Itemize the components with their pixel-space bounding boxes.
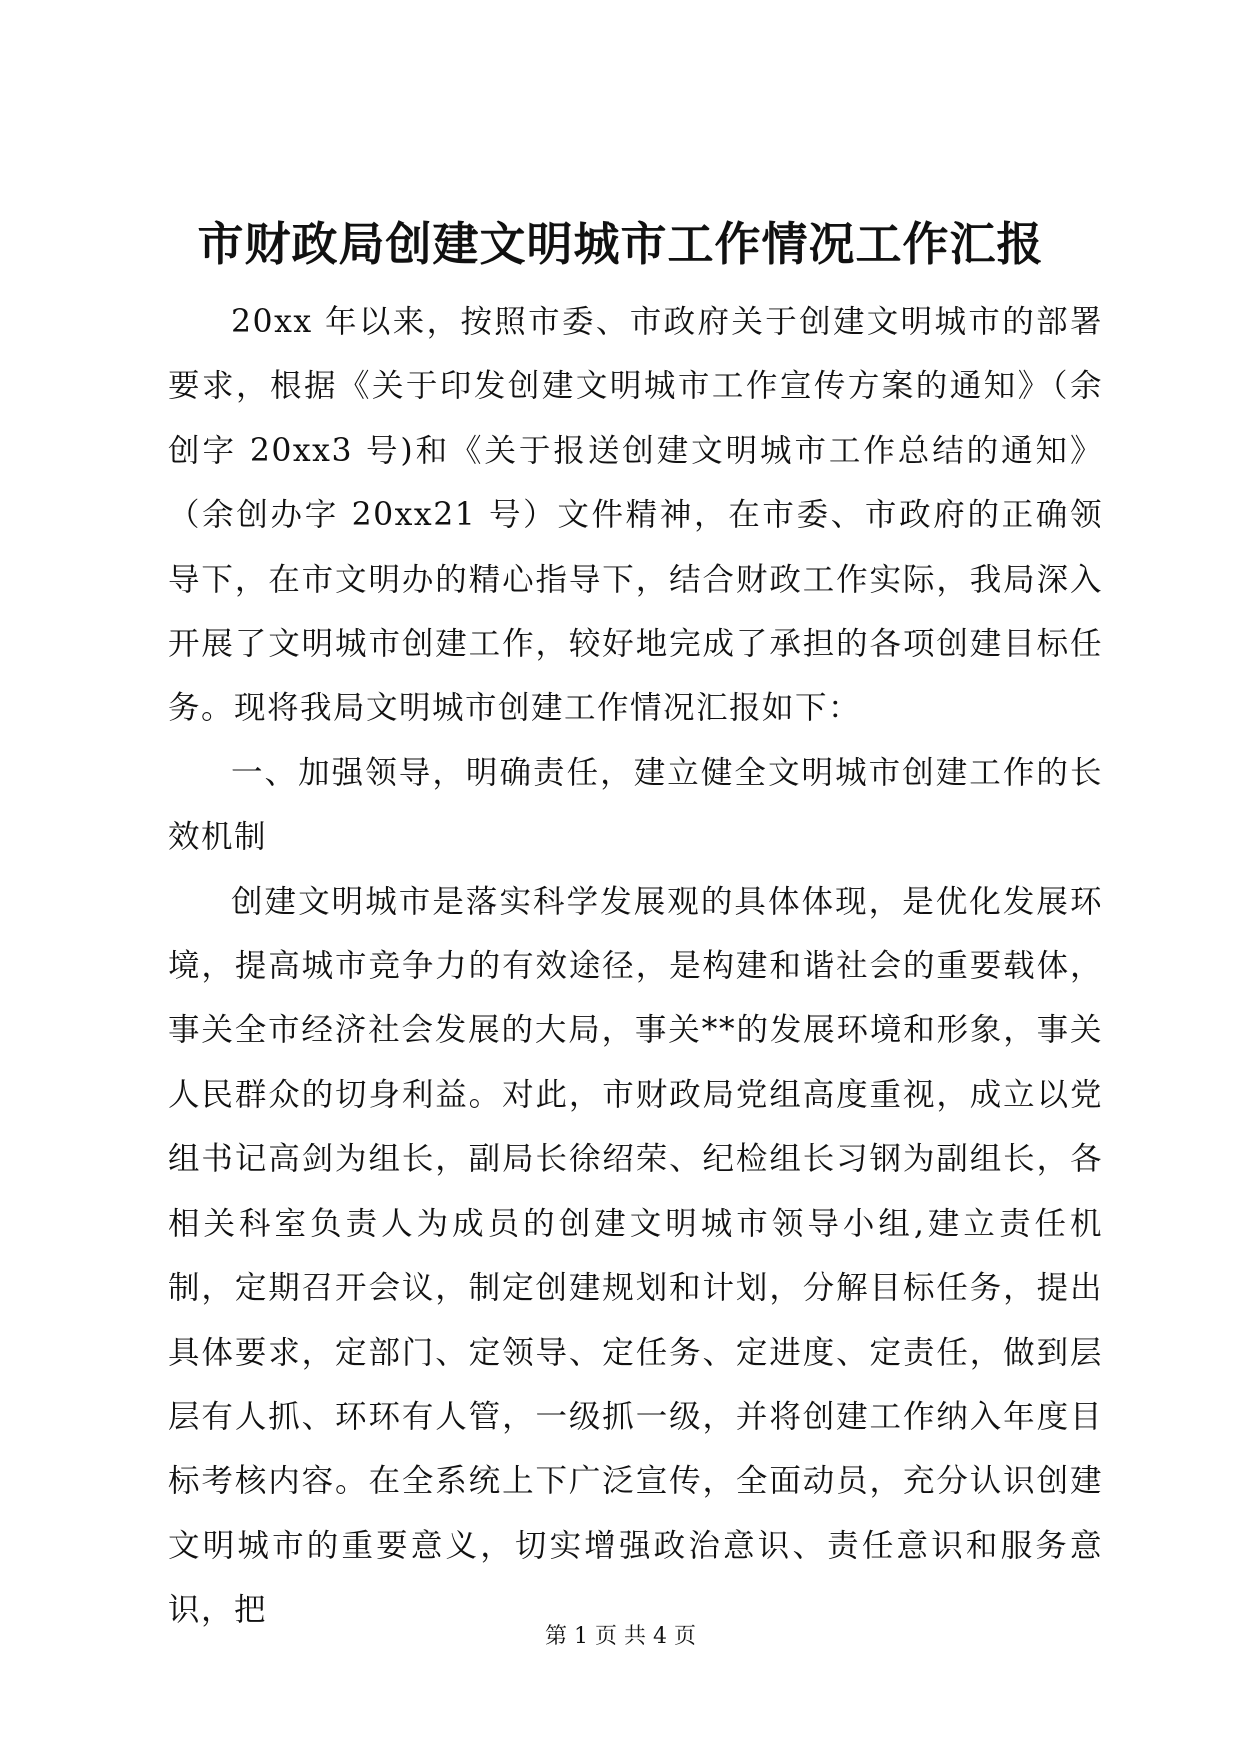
section-heading-1: 一、加强领导，明确责任，建立健全文明城市创建工作的长效机制 [168,754,1103,856]
paragraph-section-1: 创建文明城市是落实科学发展观的具体体现，是优化发展环境，提高城市竞争力的有效途径，是构建和谐社会的重要载体，事关全市经济社会发展的大局，事关**的发展环境和形象，事关人民群众的切身利益。对此，市财政局党组高度重视，成立以党组书记高剑为组长，副局长徐绍荣、纪检组长习钢为副组长，各相关科室负责人为成员的创建文明城市领导小组,建立责任机制，定期召开会议，制定创建规划和计划，分解目标任务，提出具体要求，定部门、定领导、定任务、定进度、定责任，做到层层有人抓、环环有人管，一级抓一级，并将创建工作纳入年度目标考核内容。在全系统上下广泛宣传，全面动员，充分认识创建文明城市的重要意义，切实增强政治意识、责任意识和服务意识，把 [168,883,1103,1629]
document-title: 市财政局创建文明城市工作情况工作汇报 [197,217,1044,271]
document-body [168,290,1103,1643]
paragraph-intro: 20xx 年以来，按照市委、市政府关于创建文明城市的部署要求，根据《关于印发创建文明城市工作宣传方案的通知》（余创字 20xx3 号)和《关于报送创建文明城市工作总结的通知》（余创办字 20xx21 号）文件精神，在市委、市政府的正确领导下，在市文明办的精心指导下，结合财政工作实际，我局深入开展了文明城市创建工作，较好地完成了承担的各项创建目标任务。现将我局文明城市创建工作情况汇报如下： [168,304,1103,727]
page-footer: 第 1 页 共 4 页 [545,1624,696,1649]
